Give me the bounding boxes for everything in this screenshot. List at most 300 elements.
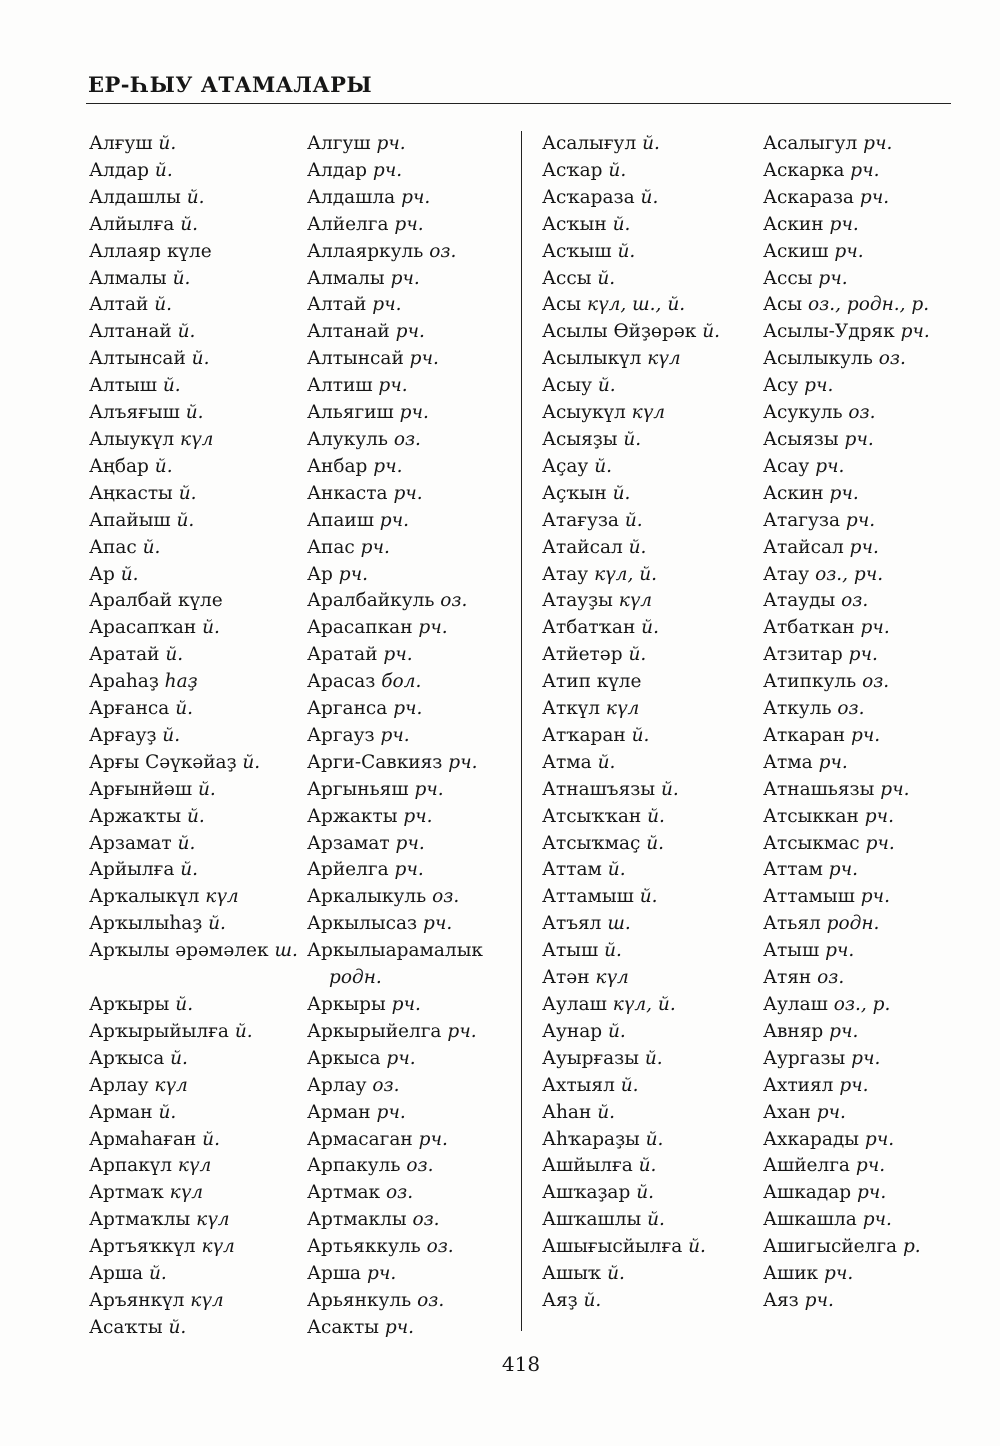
entry-word: Аркыса (307, 1047, 381, 1069)
entry-type: й. (120, 563, 139, 585)
entry (307, 1073, 483, 1100)
entry-word: Аттамыш (542, 886, 634, 908)
entry-word: Аркырыйелга (307, 1020, 442, 1042)
entry (542, 1153, 720, 1180)
entry-type: й. (202, 1128, 220, 1150)
entry-word: Аргыньяш (307, 778, 409, 800)
entry (763, 319, 930, 346)
entry-type: й. (647, 1209, 665, 1231)
entry-type: оз., р. (833, 994, 891, 1015)
entry (307, 1100, 483, 1127)
entry (307, 642, 483, 669)
entry-word: Аттамыш (763, 886, 855, 908)
entry-type: й. (202, 617, 220, 639)
entry-word: Арғы Сәүкәйаҙ (89, 751, 237, 773)
entry-type: рч. (373, 455, 403, 477)
entry (89, 615, 298, 642)
entry-word: Алмалы (89, 267, 167, 289)
entry-word: Аулаш (763, 994, 828, 1015)
entry (89, 454, 298, 481)
entry (542, 266, 720, 293)
entry (89, 1153, 298, 1180)
entry-word: Аркыры (307, 994, 386, 1015)
entry-word: Аңкасты (89, 482, 173, 504)
column-2 (307, 131, 483, 1342)
entry-word: Артмак (307, 1182, 381, 1204)
entry-type: рч. (880, 778, 910, 800)
entry-word: Атма (763, 751, 813, 773)
entry (763, 508, 930, 535)
entry-word: Алтиш (307, 375, 373, 397)
entry (763, 831, 930, 858)
entry (89, 750, 298, 777)
entry-type: рч. (845, 509, 876, 531)
entry (307, 911, 483, 938)
entry-word: Атбаткан (763, 617, 855, 639)
entry-type: күл (190, 1289, 224, 1311)
entry-word: Арасаз (307, 671, 376, 693)
entry-word: Арша (89, 1263, 144, 1285)
entry (763, 1100, 930, 1127)
entry-word: Аскин (763, 213, 824, 235)
entry-word: Аһҡараҙы (542, 1128, 640, 1150)
entry (307, 1180, 483, 1207)
entry-type: рч. (360, 536, 390, 558)
entry-type: рч. (818, 751, 848, 773)
entry (542, 1127, 720, 1154)
entry-word: Ашйелга (763, 1155, 850, 1177)
entry (307, 158, 483, 185)
entry-type: оз. (412, 1209, 440, 1231)
entry-type: оз. (817, 967, 845, 989)
entry-word: Арги-Савкияз (307, 751, 443, 773)
entry (307, 1315, 483, 1342)
entry-type: й. (612, 482, 631, 504)
entry-word: Артмаҡлы (89, 1209, 191, 1231)
entry-type: рч. (418, 617, 448, 639)
entry (89, 884, 298, 911)
entry (763, 938, 930, 965)
entry-word: Арпакүл (89, 1155, 172, 1177)
entry (542, 400, 720, 427)
entry-word: Арҡыры (89, 994, 170, 1015)
entry-word: Артъяҡкүл (89, 1236, 196, 1258)
entry (763, 1073, 930, 1100)
entry-word: Ахтыял (542, 1074, 615, 1096)
entry-type: й. (142, 536, 161, 558)
entry-word: Ассы (542, 267, 592, 289)
entry-word: Асалыгул (763, 133, 858, 154)
entry-type: й. (178, 482, 197, 504)
entry (763, 427, 930, 454)
entry-type: рч. (376, 133, 406, 154)
entry (307, 588, 483, 615)
entry-word: Ар (307, 563, 333, 585)
entry-type: рч. (393, 698, 423, 720)
entry (307, 346, 483, 373)
entry-word: Арман (307, 1101, 371, 1123)
entry-word: Аркылыарамалык (307, 940, 483, 962)
entry-type: оз. (385, 1182, 414, 1204)
entry (307, 1019, 483, 1046)
entry-type: й. (644, 1047, 663, 1069)
entry-type: рч. (859, 186, 890, 208)
entry (763, 400, 930, 427)
entry-type: күл (201, 1236, 235, 1258)
entry (763, 696, 930, 723)
entry-word: Аратай (89, 644, 160, 666)
entry-type: й. (608, 1020, 626, 1042)
entry (542, 427, 720, 454)
entry (542, 1019, 720, 1046)
entry-word: Ахтиял (763, 1074, 834, 1096)
entry-type: рч. (394, 213, 424, 235)
entry-type: й. (641, 617, 659, 639)
entry (307, 965, 483, 992)
entry-type: й. (617, 240, 636, 262)
entry-type: рч. (366, 1263, 397, 1285)
entry-word: Ашйылға (542, 1155, 633, 1177)
entry (542, 508, 720, 535)
entry-word: Аңбар (89, 455, 149, 477)
entry-word: Алйелга (307, 213, 389, 235)
entry-type: күл (154, 1074, 188, 1096)
entry-word: Аткуль (763, 698, 832, 720)
entry-word: Алукуль (307, 428, 388, 450)
entry (542, 615, 720, 642)
entry-type: рч. (448, 751, 478, 773)
entry (763, 292, 930, 319)
entry-word: Асыу (542, 375, 592, 397)
entry-type: й. (175, 698, 193, 720)
entry (307, 319, 483, 346)
entry-word: Апас (307, 536, 355, 558)
entry (763, 777, 930, 804)
entry (763, 750, 930, 777)
entry-type: рч. (418, 1128, 448, 1150)
entry (307, 992, 483, 1019)
entry-type: й. (148, 1263, 167, 1285)
header-rule (86, 103, 951, 104)
entry (89, 1207, 298, 1234)
entry (89, 723, 298, 750)
entry-word: Ашыҡ (542, 1263, 602, 1285)
entry-type: й. (158, 133, 177, 154)
entry-word: Атнашъязы (542, 778, 656, 800)
entry-word: Аралбай күле (89, 590, 223, 612)
entry (307, 481, 483, 508)
entry-word: Артмаклы (307, 1209, 407, 1231)
entry (89, 1046, 298, 1073)
entry (542, 777, 720, 804)
entry-type: й. (642, 133, 660, 154)
entry (542, 1288, 720, 1315)
entry-word: Алйылға (89, 213, 175, 235)
entry-word: Ашик (763, 1263, 819, 1285)
entry (542, 1207, 720, 1234)
entry-word: Атян (763, 967, 812, 989)
entry-word: Атауды (763, 590, 836, 612)
entry (763, 535, 930, 562)
entry-type: й. (628, 536, 647, 558)
entry-word: Атсыҡмаҫ (542, 832, 641, 854)
entry-word: Алмалы (307, 267, 385, 289)
entry (542, 1046, 720, 1073)
page-number: 418 (501, 1352, 541, 1376)
entry-type: й. (597, 751, 616, 773)
entry-word: Асы (542, 294, 582, 316)
entry-word: Алтынсай (307, 348, 404, 370)
entry-type: рч. (403, 805, 433, 827)
entry (307, 1127, 483, 1154)
entry-word: Асалығул (542, 133, 637, 154)
entry-word: Апайыш (89, 509, 171, 531)
entry (542, 669, 720, 696)
entry-word: Аяз (763, 1289, 799, 1311)
entry-type: рч. (824, 1263, 854, 1285)
entry (89, 669, 298, 696)
entry-word: Аттам (763, 859, 823, 881)
entry (763, 131, 930, 158)
entry-word: Алтай (89, 294, 149, 316)
entry (542, 750, 720, 777)
entry (542, 884, 720, 911)
entry-type: й. (597, 1101, 615, 1123)
entry-word: Апаиш (307, 509, 374, 531)
entry-word: Атъял (542, 913, 602, 935)
entry-word: Арасапкан (307, 617, 413, 639)
entry-type: оз. (837, 698, 865, 720)
entry (763, 911, 930, 938)
entry-type: рч. (414, 778, 444, 800)
entry-type: й. (607, 859, 626, 881)
entry-type: күл, й. (594, 563, 658, 585)
entry-type: й. (688, 1236, 706, 1258)
entry-word: Арша (307, 1263, 362, 1285)
entry-type: рч. (390, 267, 420, 289)
entry (89, 857, 298, 884)
entry (542, 373, 720, 400)
entry-word: Асҡыш (542, 240, 612, 262)
column-1 (89, 131, 298, 1342)
entry-type: рч. (829, 213, 859, 235)
entry-word: Аскин (763, 482, 824, 504)
entry (307, 185, 483, 212)
entry (542, 158, 720, 185)
entry-type: й. (168, 1316, 187, 1338)
entry-word: Алтынсай (89, 348, 186, 370)
entry-word: Арьянкуль (307, 1289, 412, 1311)
entry-word: Алыукүл (89, 428, 175, 450)
entry-type: й. (234, 1020, 253, 1042)
entry-word: Атнашьязы (763, 778, 875, 800)
entry (89, 965, 298, 992)
entry-word: Аһан (542, 1101, 592, 1123)
entry-type: рч. (844, 428, 874, 450)
entry-word: Арҡыса (89, 1047, 165, 1069)
entry-word: Арзамат (307, 832, 390, 854)
entry-word: Арғанса (89, 698, 170, 720)
entry-word: Асылыкүл (542, 348, 642, 370)
entry-word: Арҡылы әрәмәлек (89, 940, 269, 962)
entry-type: й. (624, 509, 643, 531)
entry-type: й. (597, 267, 616, 289)
entry-type: родн. (329, 967, 382, 989)
entry-type: й. (620, 1074, 639, 1096)
entry-word: Альягиш (307, 402, 394, 424)
entry-type: й. (187, 805, 205, 827)
entry-type: рч. (825, 940, 855, 962)
entry (307, 131, 483, 158)
entry (89, 346, 298, 373)
entry-word: Аткүл (542, 698, 601, 720)
entry (763, 185, 930, 212)
entry-word: Асукуль (763, 402, 843, 424)
entry-type: күл (177, 1155, 212, 1177)
entry-word: Арасапҡан (89, 617, 197, 639)
entry-word: Арйелга (307, 859, 389, 881)
entry (307, 1234, 483, 1261)
entry-type: оз. (372, 1074, 400, 1096)
entry-type: рч. (393, 482, 423, 504)
entry-type: й. (628, 644, 647, 666)
entry (763, 1153, 930, 1180)
entry-word: Алдар (307, 159, 368, 181)
entry-word: Алғуш (89, 133, 153, 154)
entry (763, 1019, 930, 1046)
entry (542, 723, 720, 750)
entry-word: Асҡар (542, 159, 603, 181)
entry (307, 884, 483, 911)
entry-word: Атыш (763, 940, 820, 962)
entry-type: й. (640, 186, 659, 208)
entry (542, 535, 720, 562)
entry-type: рч. (409, 348, 439, 370)
entry-type: рч. (860, 886, 890, 908)
entry (307, 615, 483, 642)
entry-word: Асҡараза (542, 186, 635, 208)
entry (307, 857, 483, 884)
page-title: ЕР-ҺЫУ АТАМАЛАРЫ (88, 72, 373, 97)
entry-type: күл (605, 698, 640, 720)
entry (763, 158, 930, 185)
entry-type: рч. (816, 1101, 846, 1123)
entry-type: оз. (440, 590, 468, 612)
entry (307, 292, 483, 319)
entry-word: Асаҡты (89, 1316, 163, 1338)
entry-word: Ар (89, 563, 115, 585)
entry-type: рч. (900, 321, 930, 343)
entry-type: й. (177, 832, 196, 854)
entry-word: Атьял (763, 913, 821, 935)
entry-word: Арлау (307, 1074, 367, 1096)
entry-type: рч. (834, 240, 864, 262)
entry (763, 615, 930, 642)
entry (542, 965, 720, 992)
entry-word: Атйетәр (542, 644, 623, 666)
entry-word: Атбатҡан (542, 617, 636, 639)
entry-word: Аллаяркуль (307, 240, 424, 262)
entry (763, 1261, 930, 1288)
entry-word: Арман (89, 1101, 153, 1123)
entry-type: й. (158, 1101, 177, 1123)
entry (89, 535, 298, 562)
entry-type: күл (631, 402, 666, 424)
entry (307, 1261, 483, 1288)
entry (89, 588, 298, 615)
entry-word: Атсыкмас (763, 832, 860, 854)
entry-word: Алтанай (307, 321, 390, 343)
entry (542, 212, 720, 239)
entry-word: Арйылға (89, 859, 175, 881)
entry (307, 212, 483, 239)
entry (307, 938, 483, 965)
entry (542, 857, 720, 884)
entry (542, 696, 720, 723)
entry-type: й. (608, 159, 627, 181)
entry-type: рч. (850, 159, 880, 181)
entry-word: Аркылысаз (307, 913, 418, 935)
entry (763, 723, 930, 750)
entry-type: й. (172, 267, 191, 289)
entry-type: оз. (862, 671, 890, 693)
entry-type: й. (702, 321, 721, 343)
entry-type: й. (607, 1263, 625, 1285)
entry (542, 1100, 720, 1127)
entry-word: Атсыккан (763, 805, 859, 827)
entry (89, 131, 298, 158)
entry (542, 831, 720, 858)
entry (542, 292, 720, 319)
entry (89, 292, 298, 319)
entry (89, 1127, 298, 1154)
entry (89, 804, 298, 831)
entry-type: родн. (826, 913, 880, 935)
entry-word: Ассы (763, 267, 813, 289)
entry-type: күл, й. (612, 994, 676, 1015)
entry-word: Артмаҡ (89, 1182, 164, 1204)
entry (89, 696, 298, 723)
entry (307, 373, 483, 400)
entry (763, 669, 930, 696)
entry (307, 1207, 483, 1234)
entry-type: рч. (394, 859, 424, 881)
entry-type: рч. (447, 1020, 477, 1042)
entry-type: оз. (432, 886, 460, 908)
entry-word: Атайсал (542, 536, 623, 558)
entry-word: Ашығысйылға (542, 1236, 683, 1258)
entry-type: й. (604, 940, 622, 962)
entry-type: рч. (862, 1209, 892, 1231)
entry-word: Аръянкүл (89, 1289, 185, 1311)
entry-word: Аскарка (763, 159, 845, 181)
entry-word: Арҡалыкүл (89, 886, 200, 908)
entry (89, 239, 298, 266)
entry-type: рч. (864, 1128, 895, 1150)
entry (542, 911, 720, 938)
entry-word: Ашҡашлы (542, 1209, 642, 1231)
entry (89, 1073, 298, 1100)
entry (307, 804, 483, 831)
entry-type: й. (594, 455, 612, 477)
entry (307, 1288, 483, 1315)
entry-word: Алдашлы (89, 186, 181, 208)
entry-type: й. (197, 778, 216, 800)
entry-word: Атип күле (542, 671, 642, 693)
entry (763, 481, 930, 508)
entry-word: Армасаган (307, 1128, 413, 1150)
entry-type: рч. (384, 1316, 415, 1338)
